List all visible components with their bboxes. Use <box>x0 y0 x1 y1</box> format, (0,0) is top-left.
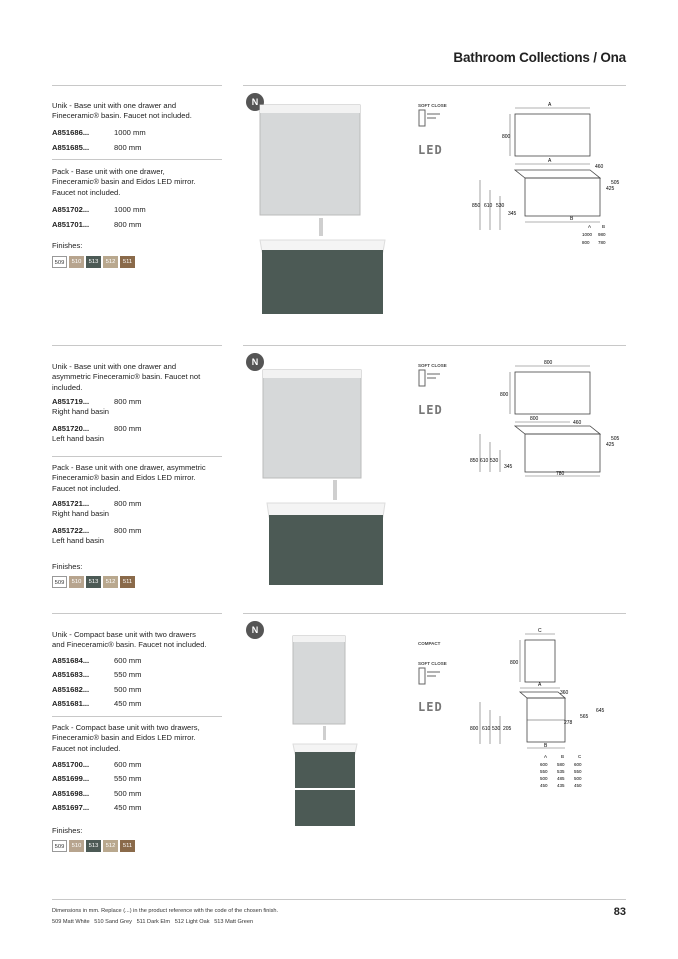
svg-text:610: 610 <box>484 203 493 209</box>
svg-text:500: 500 <box>540 776 548 781</box>
finish-swatch-513: 513 <box>86 576 101 588</box>
svg-text:550: 550 <box>540 769 548 774</box>
svg-text:800: 800 <box>530 416 539 422</box>
svg-text:530: 530 <box>496 203 505 209</box>
svg-text:A: A <box>588 224 592 229</box>
svg-text:530: 530 <box>492 726 501 732</box>
svg-text:425: 425 <box>606 442 615 448</box>
pack-description: Pack - Compact base unit with two drawers, Fineceramic® basin and Eidos LED mirror. Faucet not included. <box>52 723 200 753</box>
finish-swatches <box>52 840 135 852</box>
finish-legend: 509 Matt White 510 Sand Grey 511 Dark Elm 512 Light Oak 513 Matt Green <box>52 919 254 925</box>
svg-text:360: 360 <box>560 690 569 696</box>
row-note: Left hand basin <box>52 536 104 545</box>
new-badge: N <box>246 93 264 111</box>
svg-text:B: B <box>602 224 606 229</box>
svg-text:780: 780 <box>598 240 606 245</box>
svg-text:485: 485 <box>557 776 565 781</box>
product-row: A851719... 800 mm <box>52 397 142 406</box>
svg-text:850: 850 <box>472 203 481 209</box>
dimension-diagram <box>470 358 630 483</box>
divider <box>52 85 222 86</box>
svg-text:278: 278 <box>564 720 573 726</box>
finish-swatches <box>52 256 135 268</box>
svg-text:B: B <box>561 754 565 759</box>
product-row: A851701... 800 mm <box>52 220 142 229</box>
finish-swatch-510: 510 <box>69 840 84 852</box>
finish-swatch-512: 512 <box>103 256 118 268</box>
dimension-diagram <box>470 100 630 250</box>
led-icon: LED <box>418 403 443 417</box>
svg-text:850: 850 <box>470 458 479 464</box>
pack-description: Pack - Base unit with one drawer, Fineceramic® basin and Eidos LED mirror. Faucet not included. <box>52 167 196 197</box>
svg-text:205: 205 <box>503 726 512 732</box>
soft-close-icon: SOFT CLOSE <box>418 661 447 691</box>
product-row: A851699... 550 mm <box>52 774 142 783</box>
svg-text:450: 450 <box>574 783 582 788</box>
svg-text:1000: 1000 <box>582 232 593 237</box>
product-row: A851720... 800 mm <box>52 424 142 433</box>
dimension-diagram <box>470 626 630 801</box>
finish-swatch-511: 511 <box>120 256 135 268</box>
divider <box>52 716 222 717</box>
finish-swatch-511: 511 <box>120 840 135 852</box>
divider <box>52 613 222 614</box>
finish-swatch-509: 509 <box>52 256 67 268</box>
pack-description: Pack - Base unit with one drawer, asymmetric Fineceramic® basin and Eidos LED mirror. Faucet not included. <box>52 463 206 493</box>
svg-text:980: 980 <box>598 232 606 237</box>
finish-swatch-512: 512 <box>103 576 118 588</box>
divider <box>52 899 626 900</box>
product-row: A851700... 600 mm <box>52 760 142 769</box>
svg-text:610: 610 <box>480 458 489 464</box>
svg-text:425: 425 <box>606 186 615 192</box>
finish-swatch-512: 512 <box>103 840 118 852</box>
svg-text:530: 530 <box>490 458 499 464</box>
svg-text:505: 505 <box>611 180 620 186</box>
svg-text:600: 600 <box>540 762 548 767</box>
svg-text:345: 345 <box>508 211 517 217</box>
svg-text:580: 580 <box>557 762 565 767</box>
svg-text:800: 800 <box>470 726 479 732</box>
row-note: Left hand basin <box>52 434 104 443</box>
finish-swatch-509: 509 <box>52 840 67 852</box>
product-row: A851697... 450 mm <box>52 803 142 812</box>
product-row: A851682... 500 mm <box>52 685 142 694</box>
svg-text:C: C <box>578 754 582 759</box>
svg-text:460: 460 <box>595 164 604 170</box>
svg-text:500: 500 <box>574 776 582 781</box>
row-note: Right hand basin <box>52 509 109 518</box>
product-row: A851685... 800 mm <box>52 143 142 152</box>
svg-text:600: 600 <box>574 762 582 767</box>
svg-text:460: 460 <box>573 420 582 426</box>
svg-text:800: 800 <box>510 660 519 666</box>
divider <box>243 345 626 346</box>
row-note: Right hand basin <box>52 407 109 416</box>
product-row: A851722... 800 mm <box>52 526 142 535</box>
svg-text:780: 780 <box>556 471 565 477</box>
svg-text:610: 610 <box>482 726 491 732</box>
unik-description: Unik - Base unit with one drawer and Fineceramic® basin. Faucet not included. <box>52 101 192 121</box>
svg-text:800: 800 <box>544 360 553 366</box>
svg-text:505: 505 <box>611 436 620 442</box>
svg-text:565: 565 <box>580 714 589 720</box>
product-image <box>285 632 365 832</box>
finish-swatches <box>52 576 135 588</box>
page-number: 83 <box>613 906 626 918</box>
divider <box>52 345 222 346</box>
svg-text:800: 800 <box>582 240 590 245</box>
product-row: A851702... 1000 mm <box>52 205 146 214</box>
svg-text:B: B <box>570 216 574 222</box>
svg-text:C: C <box>538 628 542 634</box>
svg-text:800: 800 <box>502 134 511 140</box>
page-title: Bathroom Collections / Ona <box>453 50 626 65</box>
svg-text:550: 550 <box>574 769 582 774</box>
product-row: A851698... 500 mm <box>52 789 142 798</box>
new-badge: N <box>246 621 264 639</box>
divider <box>52 456 222 457</box>
finish-swatch-511: 511 <box>120 576 135 588</box>
svg-text:435: 435 <box>557 783 565 788</box>
svg-text:A: A <box>544 754 548 759</box>
divider <box>243 613 626 614</box>
finishes-label: Finishes: <box>52 826 83 835</box>
soft-close-icon: SOFT CLOSE <box>418 103 447 133</box>
divider <box>243 85 626 86</box>
svg-text:345: 345 <box>504 464 513 470</box>
product-row: A851684... 600 mm <box>52 656 142 665</box>
svg-text:A: A <box>538 682 542 688</box>
new-badge: N <box>246 353 264 371</box>
led-icon: LED <box>418 700 443 714</box>
product-row: A851681... 450 mm <box>52 699 142 708</box>
product-image <box>255 100 390 320</box>
product-row: A851721... 800 mm <box>52 499 142 508</box>
svg-text:535: 535 <box>557 769 565 774</box>
finish-swatch-513: 513 <box>86 840 101 852</box>
svg-text:A: A <box>548 102 552 108</box>
product-image <box>255 365 390 595</box>
svg-text:645: 645 <box>596 708 605 714</box>
svg-text:800: 800 <box>500 392 509 398</box>
svg-text:B: B <box>544 743 548 749</box>
finish-swatch-509: 509 <box>52 576 67 588</box>
product-row: A851683... 550 mm <box>52 670 142 679</box>
footer-note: Dimensions in mm. Replace (...) in the product reference with the code of the chosen finish. <box>52 908 279 914</box>
finishes-label: Finishes: <box>52 562 83 571</box>
svg-text:A: A <box>548 158 552 164</box>
finish-swatch-510: 510 <box>69 576 84 588</box>
unik-description: Unik - Compact base unit with two drawers and Fineceramic® basin. Faucet not included. <box>52 630 207 650</box>
compact-icon: COMPACT <box>418 641 441 646</box>
unik-description: Unik - Base unit with one drawer and asymmetric Fineceramic® basin. Faucet not included. <box>52 362 201 392</box>
finish-swatch-513: 513 <box>86 256 101 268</box>
product-row: A851686... 1000 mm <box>52 128 146 137</box>
led-icon: LED <box>418 143 443 157</box>
svg-text:450: 450 <box>540 783 548 788</box>
finish-swatch-510: 510 <box>69 256 84 268</box>
soft-close-icon: SOFT CLOSE <box>418 363 447 393</box>
divider <box>52 159 222 160</box>
finishes-label: Finishes: <box>52 241 83 250</box>
